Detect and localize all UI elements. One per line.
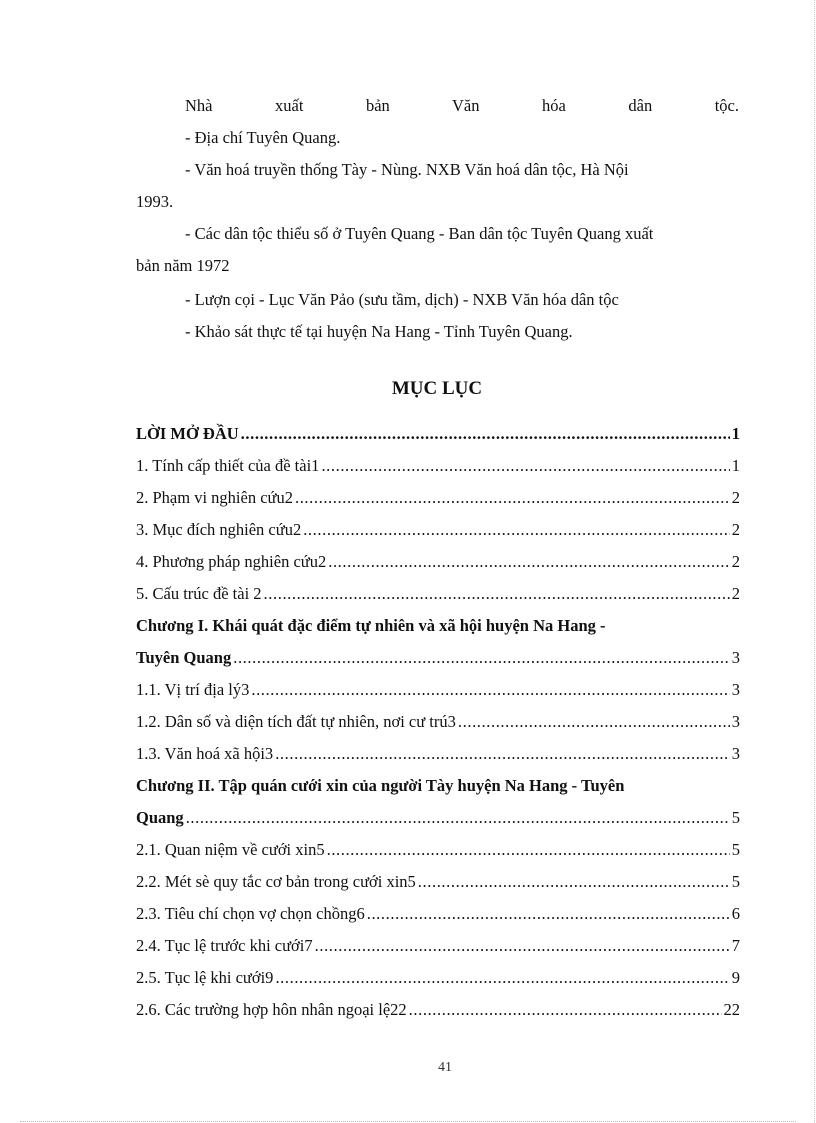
toc-entry[interactable] bbox=[136, 930, 740, 962]
reference-item: - Các dân tộc thiểu số ở Tuyên Quang - Ban dân tộc Tuyên Quang xuất bbox=[185, 224, 654, 243]
toc-entry-text: 1.3. Văn hoá xã hội3 bbox=[136, 744, 274, 763]
toc-leader bbox=[233, 642, 730, 674]
toc-leader bbox=[327, 834, 730, 866]
toc-entry[interactable] bbox=[136, 482, 740, 514]
toc-entry[interactable] bbox=[136, 546, 740, 578]
toc-entry-page: 2 bbox=[731, 552, 740, 571]
toc-entry[interactable] bbox=[136, 450, 740, 482]
toc-entry-page: 1 bbox=[731, 424, 740, 443]
toc-leader bbox=[458, 706, 730, 738]
toc-entry[interactable] bbox=[136, 674, 740, 706]
toc-leader bbox=[251, 674, 729, 706]
toc-entry[interactable] bbox=[136, 706, 740, 738]
toc-entry-text: 2.3. Tiêu chí chọn vợ chọn chồng6 bbox=[136, 904, 365, 923]
toc-leader bbox=[367, 898, 730, 930]
toc-entry[interactable] bbox=[136, 866, 740, 898]
toc-entry-text: 4. Phương pháp nghiên cứu2 bbox=[136, 552, 327, 571]
toc-leader bbox=[409, 994, 722, 1026]
toc-entry[interactable] bbox=[136, 578, 740, 610]
toc-entry-page: 3 bbox=[731, 712, 740, 731]
toc-leader bbox=[264, 578, 730, 610]
toc-entry-page: 22 bbox=[723, 1000, 740, 1019]
page-right-border bbox=[814, 0, 815, 1123]
reference-line-publisher: Nhà xuất bản Văn hóa dân tộc. bbox=[185, 96, 739, 115]
toc-leader bbox=[275, 962, 729, 994]
toc-entry-page: 2 bbox=[731, 520, 740, 539]
reference-item: - Lượn cọi - Lục Văn Pảo (sưu tầm, dịch) - NXB Văn hóa dân tộc bbox=[185, 290, 619, 309]
toc-entry-page: 3 bbox=[731, 744, 740, 763]
toc-entry[interactable] bbox=[136, 418, 740, 450]
toc-entry[interactable] bbox=[136, 834, 740, 866]
reference-item: - Khảo sát thực tế tại huyện Na Hang - Tỉnh Tuyên Quang. bbox=[185, 322, 573, 341]
reference-item: - Địa chí Tuyên Quang. bbox=[185, 128, 341, 147]
reference-item: - Văn hoá truyền thống Tày - Nùng. NXB Văn hoá dân tộc, Hà Nội bbox=[185, 160, 629, 179]
toc-entry-page: 5 bbox=[731, 840, 740, 859]
toc-entry-page: 3 bbox=[731, 680, 740, 699]
toc-entry[interactable] bbox=[136, 738, 740, 770]
toc-entry-text: 1.2. Dân số và diện tích đất tự nhiên, nơi cư trú3 bbox=[136, 712, 456, 731]
toc-leader bbox=[186, 802, 730, 834]
page-number: 41 bbox=[438, 1060, 452, 1075]
toc-entry[interactable] bbox=[136, 802, 740, 834]
toc-entry[interactable] bbox=[136, 642, 740, 674]
toc-entry-text: 1.1. Vị trí địa lý3 bbox=[136, 680, 250, 699]
toc-leader bbox=[241, 418, 730, 450]
toc-entry-page: 9 bbox=[731, 968, 740, 987]
toc-entry-text: Quang bbox=[136, 808, 184, 827]
toc-entry[interactable] bbox=[136, 898, 740, 930]
toc-leader bbox=[321, 450, 729, 482]
toc-entry[interactable] bbox=[136, 514, 740, 546]
toc-leader bbox=[418, 866, 730, 898]
toc-leader bbox=[315, 930, 730, 962]
reference-item-continued: bản năm 1972 bbox=[136, 256, 230, 275]
toc-entry-page: 6 bbox=[731, 904, 740, 923]
toc-entry-text: 2.5. Tục lệ khi cưới9 bbox=[136, 968, 274, 987]
toc-leader bbox=[295, 482, 730, 514]
toc-leader bbox=[303, 514, 730, 546]
toc-entry-text: LỜI MỞ ĐẦU bbox=[136, 424, 239, 443]
toc-entry-page: 1 bbox=[731, 456, 740, 475]
toc-entry[interactable] bbox=[136, 962, 740, 994]
toc-entry-page: 7 bbox=[731, 936, 740, 955]
toc-entry-text: Tuyên Quang bbox=[136, 648, 232, 667]
page-bottom-border bbox=[20, 1121, 796, 1122]
toc-entry-text: 1. Tính cấp thiết của đề tài1 bbox=[136, 456, 320, 475]
reference-item-continued: 1993. bbox=[136, 192, 174, 211]
toc-entry-page: 2 bbox=[731, 488, 740, 507]
toc-title: MỤC LỤC bbox=[391, 378, 483, 399]
toc-entry-page: 3 bbox=[731, 648, 740, 667]
toc-entry-text: 2.1. Quan niệm về cưới xin5 bbox=[136, 840, 325, 859]
toc-entry-text: 3. Mục đích nghiên cứu2 bbox=[136, 520, 302, 539]
toc-entry-text: 5. Cấu trúc đề tài 2 bbox=[136, 584, 262, 603]
toc-entry-page: 5 bbox=[731, 872, 740, 891]
toc-leader bbox=[275, 738, 730, 770]
toc-entry-page: 5 bbox=[731, 808, 740, 827]
toc-chapter-heading-line[interactable]: Chương II. Tập quán cưới xin của người Tày huyện Na Hang - Tuyên bbox=[136, 776, 625, 795]
toc-entry-text: 2. Phạm vi nghiên cứu2 bbox=[136, 488, 293, 507]
toc-entry-text: 2.2. Mét sè quy tắc cơ bản trong cưới xin5 bbox=[136, 872, 416, 891]
toc-entry-page: 2 bbox=[731, 584, 740, 603]
toc-entry-text: 2.4. Tục lệ trước khi cưới7 bbox=[136, 936, 313, 955]
toc-entry[interactable] bbox=[136, 994, 740, 1026]
toc-chapter-heading-line[interactable]: Chương I. Khái quát đặc điểm tự nhiên và xã hội huyện Na Hang - bbox=[136, 616, 606, 635]
toc-entry-text: 2.6. Các trường hợp hôn nhân ngoại lệ22 bbox=[136, 1000, 407, 1019]
toc-leader bbox=[328, 546, 730, 578]
table-of-contents bbox=[136, 418, 740, 1026]
